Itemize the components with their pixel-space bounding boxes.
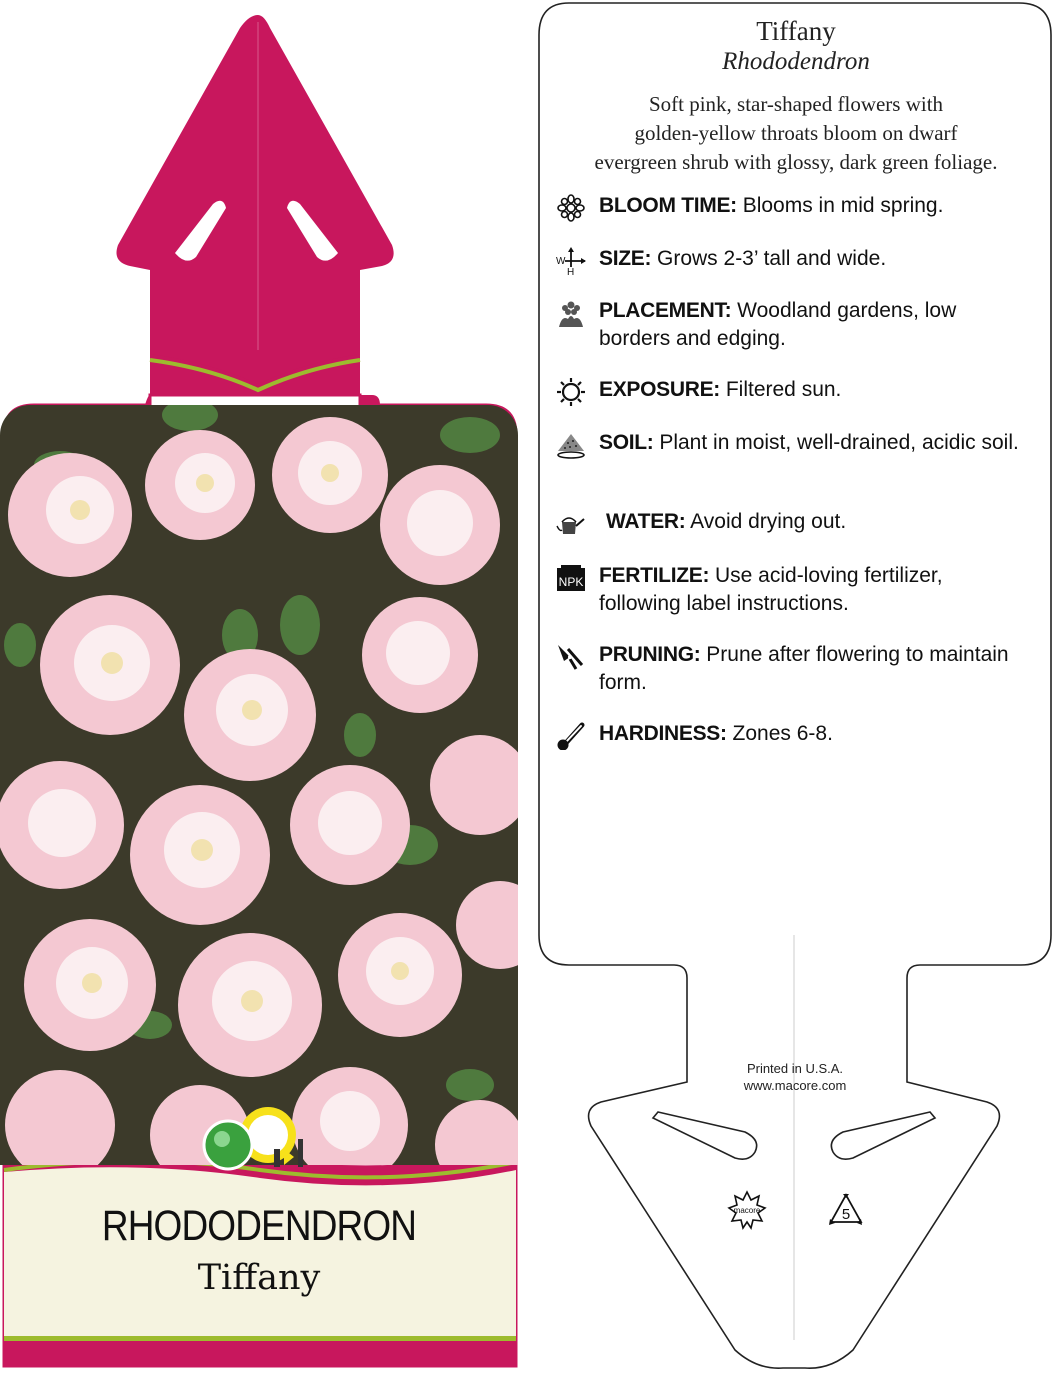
care-label: SIZE: <box>599 247 652 270</box>
care-label: PLACEMENT: <box>599 299 732 322</box>
back-cultivar-name: Tiffany <box>756 16 836 46</box>
care-label: SOIL: <box>599 431 654 454</box>
arrow-stake <box>117 15 394 356</box>
care-label: PRUNING: <box>599 643 701 666</box>
care-text: Plant in moist, well-drained, acidic soil. <box>653 431 1019 454</box>
care-text: Grows 2-3’ tall and wide. <box>651 247 887 270</box>
printer-credit <box>700 1060 890 1094</box>
back-botanical-name: Rhododendron <box>722 48 870 75</box>
sun-icon <box>556 378 586 406</box>
care-label: BLOOM TIME: <box>599 194 737 217</box>
printed-in-text: Printed in U.S.A. <box>746 1061 844 1076</box>
description-line: evergreen shrub with glossy, dark green foliage. <box>594 150 998 174</box>
npk-icon <box>556 564 586 592</box>
macore-logo-text: macore <box>733 1206 761 1215</box>
plant-description <box>541 90 1051 177</box>
recycle-number: 5 <box>841 1206 851 1223</box>
flower-icon <box>556 194 586 222</box>
description-line: Soft pink, star-shaped flowers with <box>648 92 944 116</box>
placement-icon <box>556 299 586 327</box>
care-text: Woodland gardens, low borders and edging. <box>599 299 957 350</box>
size-arrows-icon <box>556 247 586 275</box>
rhododendron-flowers-image <box>0 405 518 1165</box>
care-label: HARDINESS: <box>599 722 727 745</box>
front-plant-genus: RHODODENDRON <box>101 1202 417 1250</box>
care-text: Avoid drying out. <box>685 510 847 533</box>
soil-icon <box>556 431 586 459</box>
flower-photo <box>0 405 518 1165</box>
brand-sun-logo <box>202 1105 314 1171</box>
care-text: Zones 6-8. <box>726 722 833 745</box>
size-h-label: H <box>567 267 575 275</box>
care-text: Use acid-loving fertilizer, following label instructions. <box>599 564 943 615</box>
recycle-icon <box>828 1192 864 1226</box>
front-cultivar-name: Tiffany <box>197 1258 321 1298</box>
macore-logo-icon <box>727 1190 767 1230</box>
pruners-icon <box>556 643 586 671</box>
care-text: Filtered sun. <box>720 378 842 401</box>
care-label: EXPOSURE: <box>599 378 720 401</box>
care-text: Prune after flowering to maintain form. <box>599 643 1009 694</box>
printer-website: www.macore.com <box>743 1078 847 1093</box>
watering-can-icon <box>556 510 586 538</box>
thermometer-icon <box>556 722 586 750</box>
npk-label: NPK <box>558 575 584 589</box>
care-label: WATER: <box>606 510 686 533</box>
description-line: golden-yellow throats bloom on dwarf <box>634 121 958 145</box>
care-label: FERTILIZE: <box>599 564 710 587</box>
size-w-label: W <box>556 256 566 267</box>
care-text: Blooms in mid spring. <box>736 194 944 217</box>
